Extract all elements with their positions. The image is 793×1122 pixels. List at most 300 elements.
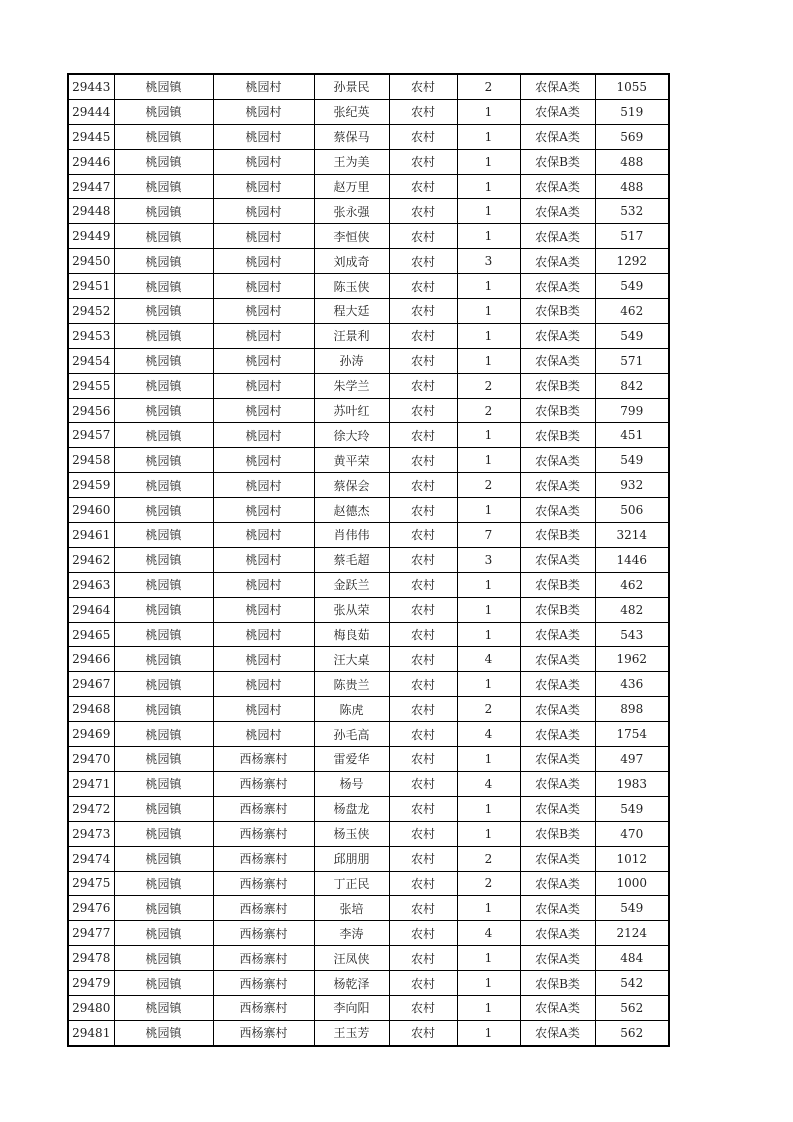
category-cell: 农保A类 xyxy=(520,697,595,722)
amount-cell: 1983 xyxy=(595,771,669,796)
category-cell: 农保A类 xyxy=(520,747,595,772)
name-cell: 张从荣 xyxy=(314,597,389,622)
town-cell: 桃园镇 xyxy=(114,747,213,772)
id-cell: 29474 xyxy=(68,846,114,871)
id-cell: 29473 xyxy=(68,821,114,846)
table-row xyxy=(68,722,669,747)
type-cell: 农村 xyxy=(389,498,457,523)
category-cell: 农保B类 xyxy=(520,597,595,622)
village-cell: 西杨寨村 xyxy=(213,946,314,971)
type-cell: 农村 xyxy=(389,597,457,622)
count-cell: 1 xyxy=(457,224,520,249)
type-cell: 农村 xyxy=(389,373,457,398)
count-cell: 3 xyxy=(457,249,520,274)
type-cell: 农村 xyxy=(389,249,457,274)
table-row xyxy=(68,323,669,348)
count-cell: 2 xyxy=(457,74,520,99)
town-cell: 桃园镇 xyxy=(114,249,213,274)
table-row xyxy=(68,672,669,697)
village-cell: 桃园村 xyxy=(213,597,314,622)
village-cell: 桃园村 xyxy=(213,697,314,722)
village-cell: 桃园村 xyxy=(213,448,314,473)
name-cell: 汪景利 xyxy=(314,323,389,348)
category-cell: 农保A类 xyxy=(520,547,595,572)
town-cell: 桃园镇 xyxy=(114,622,213,647)
id-cell: 29475 xyxy=(68,871,114,896)
category-cell: 农保A类 xyxy=(520,199,595,224)
town-cell: 桃园镇 xyxy=(114,423,213,448)
village-cell: 桃园村 xyxy=(213,249,314,274)
count-cell: 4 xyxy=(457,921,520,946)
amount-cell: 549 xyxy=(595,448,669,473)
count-cell: 1 xyxy=(457,299,520,324)
type-cell: 农村 xyxy=(389,398,457,423)
town-cell: 桃园镇 xyxy=(114,74,213,99)
category-cell: 农保B类 xyxy=(520,821,595,846)
town-cell: 桃园镇 xyxy=(114,821,213,846)
name-cell: 张纪英 xyxy=(314,99,389,124)
amount-cell: 549 xyxy=(595,323,669,348)
amount-cell: 1000 xyxy=(595,871,669,896)
town-cell: 桃园镇 xyxy=(114,697,213,722)
table-row xyxy=(68,971,669,996)
name-cell: 陈玉侠 xyxy=(314,274,389,299)
type-cell: 农村 xyxy=(389,672,457,697)
count-cell: 1 xyxy=(457,1020,520,1045)
category-cell: 农保A类 xyxy=(520,722,595,747)
town-cell: 桃园镇 xyxy=(114,99,213,124)
count-cell: 1 xyxy=(457,199,520,224)
amount-cell: 932 xyxy=(595,473,669,498)
village-cell: 西杨寨村 xyxy=(213,821,314,846)
type-cell: 农村 xyxy=(389,871,457,896)
village-cell: 桃园村 xyxy=(213,722,314,747)
count-cell: 1 xyxy=(457,622,520,647)
amount-cell: 436 xyxy=(595,672,669,697)
table-row xyxy=(68,249,669,274)
village-cell: 桃园村 xyxy=(213,473,314,498)
id-cell: 29451 xyxy=(68,274,114,299)
village-cell: 桃园村 xyxy=(213,149,314,174)
category-cell: 农保A类 xyxy=(520,348,595,373)
amount-cell: 571 xyxy=(595,348,669,373)
town-cell: 桃园镇 xyxy=(114,174,213,199)
type-cell: 农村 xyxy=(389,771,457,796)
village-cell: 桃园村 xyxy=(213,74,314,99)
village-cell: 桃园村 xyxy=(213,373,314,398)
category-cell: 农保A类 xyxy=(520,274,595,299)
village-cell: 桃园村 xyxy=(213,572,314,597)
id-cell: 29463 xyxy=(68,572,114,597)
id-cell: 29457 xyxy=(68,423,114,448)
town-cell: 桃园镇 xyxy=(114,647,213,672)
id-cell: 29472 xyxy=(68,796,114,821)
name-cell: 孙景民 xyxy=(314,74,389,99)
town-cell: 桃园镇 xyxy=(114,299,213,324)
village-cell: 桃园村 xyxy=(213,348,314,373)
name-cell: 朱学兰 xyxy=(314,373,389,398)
village-cell: 桃园村 xyxy=(213,224,314,249)
table-row xyxy=(68,124,669,149)
category-cell: 农保B类 xyxy=(520,149,595,174)
town-cell: 桃园镇 xyxy=(114,597,213,622)
table-row xyxy=(68,448,669,473)
count-cell: 2 xyxy=(457,871,520,896)
town-cell: 桃园镇 xyxy=(114,523,213,548)
count-cell: 1 xyxy=(457,149,520,174)
name-cell: 张永强 xyxy=(314,199,389,224)
village-cell: 桃园村 xyxy=(213,423,314,448)
amount-cell: 898 xyxy=(595,697,669,722)
id-cell: 29476 xyxy=(68,896,114,921)
id-cell: 29443 xyxy=(68,74,114,99)
table-row xyxy=(68,921,669,946)
count-cell: 1 xyxy=(457,572,520,597)
amount-cell: 1962 xyxy=(595,647,669,672)
name-cell: 张培 xyxy=(314,896,389,921)
category-cell: 农保A类 xyxy=(520,796,595,821)
category-cell: 农保A类 xyxy=(520,99,595,124)
type-cell: 农村 xyxy=(389,572,457,597)
village-cell: 西杨寨村 xyxy=(213,971,314,996)
amount-cell: 549 xyxy=(595,796,669,821)
table-row xyxy=(68,946,669,971)
category-cell: 农保A类 xyxy=(520,946,595,971)
town-cell: 桃园镇 xyxy=(114,348,213,373)
village-cell: 桃园村 xyxy=(213,672,314,697)
amount-cell: 484 xyxy=(595,946,669,971)
name-cell: 杨盘龙 xyxy=(314,796,389,821)
amount-cell: 519 xyxy=(595,99,669,124)
id-cell: 29444 xyxy=(68,99,114,124)
id-cell: 29465 xyxy=(68,622,114,647)
type-cell: 农村 xyxy=(389,274,457,299)
name-cell: 赵德杰 xyxy=(314,498,389,523)
town-cell: 桃园镇 xyxy=(114,995,213,1020)
type-cell: 农村 xyxy=(389,99,457,124)
village-cell: 西杨寨村 xyxy=(213,846,314,871)
type-cell: 农村 xyxy=(389,523,457,548)
amount-cell: 488 xyxy=(595,174,669,199)
type-cell: 农村 xyxy=(389,423,457,448)
town-cell: 桃园镇 xyxy=(114,473,213,498)
village-cell: 桃园村 xyxy=(213,547,314,572)
id-cell: 29470 xyxy=(68,747,114,772)
count-cell: 1 xyxy=(457,348,520,373)
village-cell: 桃园村 xyxy=(213,199,314,224)
table-row xyxy=(68,149,669,174)
table-row xyxy=(68,846,669,871)
category-cell: 农保A类 xyxy=(520,647,595,672)
town-cell: 桃园镇 xyxy=(114,373,213,398)
amount-cell: 462 xyxy=(595,299,669,324)
name-cell: 刘成奇 xyxy=(314,249,389,274)
type-cell: 农村 xyxy=(389,946,457,971)
id-cell: 29455 xyxy=(68,373,114,398)
amount-cell: 569 xyxy=(595,124,669,149)
count-cell: 1 xyxy=(457,672,520,697)
id-cell: 29450 xyxy=(68,249,114,274)
town-cell: 桃园镇 xyxy=(114,274,213,299)
category-cell: 农保B类 xyxy=(520,572,595,597)
town-cell: 桃园镇 xyxy=(114,149,213,174)
village-cell: 桃园村 xyxy=(213,523,314,548)
table-row xyxy=(68,498,669,523)
type-cell: 农村 xyxy=(389,921,457,946)
name-cell: 徐大玲 xyxy=(314,423,389,448)
town-cell: 桃园镇 xyxy=(114,398,213,423)
type-cell: 农村 xyxy=(389,74,457,99)
id-cell: 29454 xyxy=(68,348,114,373)
count-cell: 1 xyxy=(457,946,520,971)
table-row xyxy=(68,398,669,423)
town-cell: 桃园镇 xyxy=(114,971,213,996)
table-row xyxy=(68,771,669,796)
table-row xyxy=(68,473,669,498)
village-cell: 桃园村 xyxy=(213,99,314,124)
name-cell: 梅良茹 xyxy=(314,622,389,647)
amount-cell: 506 xyxy=(595,498,669,523)
category-cell: 农保A类 xyxy=(520,448,595,473)
amount-cell: 470 xyxy=(595,821,669,846)
amount-cell: 542 xyxy=(595,971,669,996)
category-cell: 农保A类 xyxy=(520,249,595,274)
category-cell: 农保A类 xyxy=(520,74,595,99)
count-cell: 1 xyxy=(457,597,520,622)
category-cell: 农保B类 xyxy=(520,423,595,448)
id-cell: 29479 xyxy=(68,971,114,996)
amount-cell: 1012 xyxy=(595,846,669,871)
count-cell: 1 xyxy=(457,498,520,523)
id-cell: 29452 xyxy=(68,299,114,324)
town-cell: 桃园镇 xyxy=(114,124,213,149)
id-cell: 29453 xyxy=(68,323,114,348)
amount-cell: 451 xyxy=(595,423,669,448)
table-row xyxy=(68,299,669,324)
count-cell: 1 xyxy=(457,747,520,772)
town-cell: 桃园镇 xyxy=(114,498,213,523)
category-cell: 农保A类 xyxy=(520,995,595,1020)
category-cell: 农保B类 xyxy=(520,971,595,996)
type-cell: 农村 xyxy=(389,995,457,1020)
id-cell: 29471 xyxy=(68,771,114,796)
village-cell: 桃园村 xyxy=(213,174,314,199)
amount-cell: 543 xyxy=(595,622,669,647)
amount-cell: 3214 xyxy=(595,523,669,548)
village-cell: 桃园村 xyxy=(213,647,314,672)
type-cell: 农村 xyxy=(389,448,457,473)
type-cell: 农村 xyxy=(389,846,457,871)
count-cell: 1 xyxy=(457,174,520,199)
type-cell: 农村 xyxy=(389,1020,457,1045)
name-cell: 肖伟伟 xyxy=(314,523,389,548)
table-row xyxy=(68,174,669,199)
category-cell: 农保B类 xyxy=(520,299,595,324)
count-cell: 1 xyxy=(457,448,520,473)
table-row xyxy=(68,523,669,548)
count-cell: 1 xyxy=(457,796,520,821)
count-cell: 2 xyxy=(457,846,520,871)
amount-cell: 1292 xyxy=(595,249,669,274)
id-cell: 29481 xyxy=(68,1020,114,1045)
count-cell: 2 xyxy=(457,373,520,398)
count-cell: 2 xyxy=(457,398,520,423)
name-cell: 金跃兰 xyxy=(314,572,389,597)
id-cell: 29460 xyxy=(68,498,114,523)
id-cell: 29456 xyxy=(68,398,114,423)
name-cell: 程大廷 xyxy=(314,299,389,324)
type-cell: 农村 xyxy=(389,747,457,772)
category-cell: 农保A类 xyxy=(520,224,595,249)
table-row xyxy=(68,99,669,124)
category-cell: 农保A类 xyxy=(520,622,595,647)
id-cell: 29480 xyxy=(68,995,114,1020)
name-cell: 孙毛高 xyxy=(314,722,389,747)
village-cell: 西杨寨村 xyxy=(213,771,314,796)
village-cell: 西杨寨村 xyxy=(213,1020,314,1045)
name-cell: 赵万里 xyxy=(314,174,389,199)
table-row xyxy=(68,423,669,448)
count-cell: 3 xyxy=(457,547,520,572)
type-cell: 农村 xyxy=(389,149,457,174)
table-row xyxy=(68,896,669,921)
amount-cell: 799 xyxy=(595,398,669,423)
category-cell: 农保A类 xyxy=(520,323,595,348)
village-cell: 桃园村 xyxy=(213,124,314,149)
category-cell: 农保A类 xyxy=(520,174,595,199)
id-cell: 29467 xyxy=(68,672,114,697)
category-cell: 农保A类 xyxy=(520,846,595,871)
name-cell: 孙涛 xyxy=(314,348,389,373)
name-cell: 李向阳 xyxy=(314,995,389,1020)
id-cell: 29466 xyxy=(68,647,114,672)
name-cell: 李涛 xyxy=(314,921,389,946)
village-cell: 桃园村 xyxy=(213,498,314,523)
type-cell: 农村 xyxy=(389,971,457,996)
count-cell: 1 xyxy=(457,99,520,124)
category-cell: 农保A类 xyxy=(520,871,595,896)
amount-cell: 562 xyxy=(595,995,669,1020)
category-cell: 农保A类 xyxy=(520,473,595,498)
amount-cell: 549 xyxy=(595,896,669,921)
id-cell: 29448 xyxy=(68,199,114,224)
village-cell: 西杨寨村 xyxy=(213,747,314,772)
amount-cell: 1754 xyxy=(595,722,669,747)
amount-cell: 562 xyxy=(595,1020,669,1045)
name-cell: 李恒侠 xyxy=(314,224,389,249)
table-row xyxy=(68,821,669,846)
id-cell: 29445 xyxy=(68,124,114,149)
town-cell: 桃园镇 xyxy=(114,323,213,348)
village-cell: 西杨寨村 xyxy=(213,871,314,896)
table-row xyxy=(68,74,669,99)
town-cell: 桃园镇 xyxy=(114,547,213,572)
amount-cell: 2124 xyxy=(595,921,669,946)
amount-cell: 532 xyxy=(595,199,669,224)
amount-cell: 488 xyxy=(595,149,669,174)
category-cell: 农保A类 xyxy=(520,921,595,946)
id-cell: 29461 xyxy=(68,523,114,548)
table-row xyxy=(68,995,669,1020)
table-row xyxy=(68,547,669,572)
table-row xyxy=(68,871,669,896)
table-row xyxy=(68,224,669,249)
table-row xyxy=(68,199,669,224)
type-cell: 农村 xyxy=(389,697,457,722)
count-cell: 4 xyxy=(457,771,520,796)
id-cell: 29464 xyxy=(68,597,114,622)
table-row xyxy=(68,1020,669,1045)
count-cell: 4 xyxy=(457,722,520,747)
name-cell: 杨玉侠 xyxy=(314,821,389,846)
town-cell: 桃园镇 xyxy=(114,448,213,473)
category-cell: 农保A类 xyxy=(520,124,595,149)
amount-cell: 1446 xyxy=(595,547,669,572)
id-cell: 29449 xyxy=(68,224,114,249)
village-cell: 西杨寨村 xyxy=(213,921,314,946)
table-row xyxy=(68,747,669,772)
category-cell: 农保A类 xyxy=(520,896,595,921)
name-cell: 王玉芳 xyxy=(314,1020,389,1045)
count-cell: 1 xyxy=(457,274,520,299)
town-cell: 桃园镇 xyxy=(114,572,213,597)
table-row xyxy=(68,622,669,647)
id-cell: 29447 xyxy=(68,174,114,199)
town-cell: 桃园镇 xyxy=(114,722,213,747)
count-cell: 1 xyxy=(457,995,520,1020)
id-cell: 29478 xyxy=(68,946,114,971)
type-cell: 农村 xyxy=(389,174,457,199)
id-cell: 29458 xyxy=(68,448,114,473)
table-row xyxy=(68,572,669,597)
name-cell: 陈贵兰 xyxy=(314,672,389,697)
name-cell: 杨乾泽 xyxy=(314,971,389,996)
name-cell: 邱朋朋 xyxy=(314,846,389,871)
name-cell: 汪凤侠 xyxy=(314,946,389,971)
type-cell: 农村 xyxy=(389,124,457,149)
table-row xyxy=(68,597,669,622)
count-cell: 1 xyxy=(457,124,520,149)
type-cell: 农村 xyxy=(389,348,457,373)
type-cell: 农村 xyxy=(389,299,457,324)
name-cell: 蔡毛超 xyxy=(314,547,389,572)
type-cell: 农村 xyxy=(389,647,457,672)
village-cell: 西杨寨村 xyxy=(213,796,314,821)
count-cell: 2 xyxy=(457,697,520,722)
name-cell: 蔡保马 xyxy=(314,124,389,149)
amount-cell: 842 xyxy=(595,373,669,398)
table-row xyxy=(68,647,669,672)
id-cell: 29468 xyxy=(68,697,114,722)
type-cell: 农村 xyxy=(389,896,457,921)
count-cell: 1 xyxy=(457,323,520,348)
count-cell: 1 xyxy=(457,896,520,921)
village-cell: 桃园村 xyxy=(213,622,314,647)
table-row xyxy=(68,697,669,722)
count-cell: 1 xyxy=(457,821,520,846)
id-cell: 29469 xyxy=(68,722,114,747)
name-cell: 雷爱华 xyxy=(314,747,389,772)
town-cell: 桃园镇 xyxy=(114,224,213,249)
name-cell: 杨号 xyxy=(314,771,389,796)
village-cell: 桃园村 xyxy=(213,323,314,348)
name-cell: 黄平荣 xyxy=(314,448,389,473)
town-cell: 桃园镇 xyxy=(114,946,213,971)
town-cell: 桃园镇 xyxy=(114,921,213,946)
count-cell: 2 xyxy=(457,473,520,498)
count-cell: 1 xyxy=(457,971,520,996)
category-cell: 农保B类 xyxy=(520,523,595,548)
